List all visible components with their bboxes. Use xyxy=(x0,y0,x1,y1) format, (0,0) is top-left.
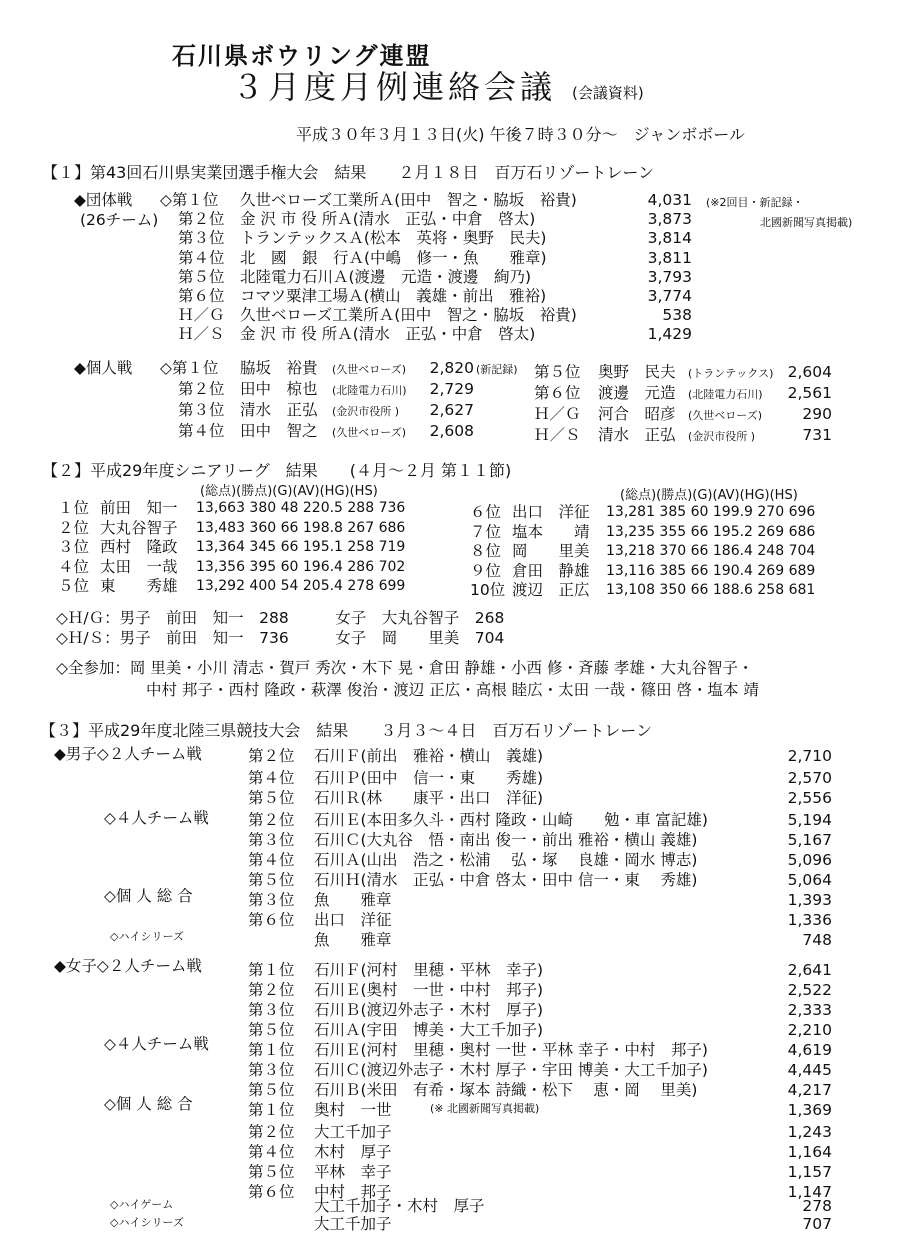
indiv-score: 731 xyxy=(802,426,832,444)
result-score: 707 xyxy=(802,1215,832,1233)
team-score: 3,793 xyxy=(647,267,692,286)
result-entry: 大工千加子・木村 厚子 xyxy=(314,1197,485,1215)
result-score: 1,164 xyxy=(787,1143,832,1161)
result-entry: 石川Ｃ(大丸谷 悟・南出 俊一・前出 雅裕・横山 義雄) xyxy=(314,831,698,849)
result-entry: 大工千加子 xyxy=(314,1215,392,1233)
indiv-org: (金沢市役所 ) xyxy=(688,430,756,443)
men-label: ◆男子◇２人チーム戦 xyxy=(54,745,202,763)
team-name: 久世ベローズ工業所Ａ(田中 智之・脇坂 裕貴) xyxy=(240,306,577,325)
team-score: 3,814 xyxy=(647,229,692,248)
indiv-name: 河合 昭彦 xyxy=(598,405,676,423)
league-stats: 13,235 355 66 195.2 269 686 xyxy=(606,523,816,540)
team-score: 3,873 xyxy=(647,210,692,229)
league-rank: １位 xyxy=(58,499,90,517)
league-rank: ９位 xyxy=(470,561,502,580)
org-name: 石川県ボウリング連盟 xyxy=(172,42,432,70)
result-entry: 石川Ｈ(清水 正弘・中倉 啓太・田中 信一・東 秀雄) xyxy=(314,871,698,889)
result-rank: 第３位 xyxy=(248,891,295,909)
indiv-org: (トランテックス) xyxy=(688,367,774,380)
indiv-score: 2,604 xyxy=(787,363,832,381)
hg-line: ◇Ｈ/Ｇ：男子 前田 知一 288 女子 大丸谷智子 268 xyxy=(56,609,505,627)
result-rank: 第１位 xyxy=(248,1101,295,1119)
doc-subtitle: (会議資料) xyxy=(572,84,644,102)
league-rank: 10位 xyxy=(470,581,506,599)
indiv-rank: 第４位 xyxy=(178,422,225,440)
women-4team-label: ◇４人チーム戦 xyxy=(104,1035,209,1053)
men-indiv-label: ◇個 人 総 合 xyxy=(104,887,193,905)
result-rank: 第５位 xyxy=(248,1021,295,1039)
indiv-rank: ◇第１位 xyxy=(160,359,219,377)
team-score: 1,429 xyxy=(647,325,692,344)
result-score: 5,064 xyxy=(787,871,832,889)
col-header-left: (総点)(勝点)(G)(AV)(HG)(HS) xyxy=(200,484,378,499)
indiv-score: 2,608 xyxy=(429,422,474,440)
team-name: 金 沢 市 役 所Ａ(清水 正弘・中倉 啓太) xyxy=(240,325,536,344)
indiv-rank: Ｈ／Ｓ xyxy=(534,426,581,444)
league-name: 塩本 靖 xyxy=(512,522,590,541)
result-score: 4,217 xyxy=(787,1081,832,1099)
meeting-date: 平成３０年３月１３日(火) 午後７時３０分～ ジャンボボール xyxy=(296,125,745,144)
league-name: 岡 里美 xyxy=(512,542,590,560)
indiv-name: 脇坂 裕貴 xyxy=(240,359,318,377)
result-score: 2,522 xyxy=(787,981,832,999)
team-note-2: 北國新聞写真掲載) xyxy=(760,216,853,229)
team-rank: 第５位 xyxy=(178,267,225,286)
team-name: トランテックスＡ(松本 英将・奥野 民夫) xyxy=(240,229,547,248)
league-name: 大丸谷智子 xyxy=(100,518,178,537)
women-hs-label: ◇ハイシリーズ xyxy=(110,1216,184,1229)
team-rank: Ｈ／Ｇ xyxy=(178,306,225,325)
result-entry: 石川Ｐ(田中 信一・東 秀雄) xyxy=(314,769,544,787)
women-indiv-label: ◇個 人 総 合 xyxy=(104,1095,193,1113)
indiv-score: 290 xyxy=(802,405,832,423)
result-entry: 石川Ｒ(林 康平・出口 洋征) xyxy=(314,789,544,807)
hs-line: ◇Ｈ/Ｓ：男子 前田 知一 736 女子 岡 里美 704 xyxy=(56,629,505,647)
league-rank: ７位 xyxy=(470,522,502,541)
result-score: 2,641 xyxy=(787,961,832,979)
team-score: 3,774 xyxy=(647,287,692,305)
indiv-score: 2,729 xyxy=(429,380,474,398)
result-entry: 石川Ｂ(米田 有希・塚本 詩織・松下 恵・岡 里美) xyxy=(314,1081,698,1099)
result-entry: 平林 幸子 xyxy=(314,1163,392,1181)
indiv-org: (久世ベローズ) xyxy=(332,363,407,376)
indiv-score: 2,627 xyxy=(429,401,474,419)
col-header-right: (総点)(勝点)(G)(AV)(HG)(HS) xyxy=(620,488,798,503)
indiv-rank: Ｈ／Ｇ xyxy=(534,405,581,423)
result-score: 1,393 xyxy=(787,891,832,909)
league-stats: 13,108 350 66 188.6 258 681 xyxy=(606,582,816,598)
indiv-rank: 第６位 xyxy=(534,384,581,402)
league-rank: ２位 xyxy=(58,518,90,537)
team-name: コマツ粟津工場Ａ(横山 義雄・前出 雅裕) xyxy=(240,287,547,305)
league-rank: ４位 xyxy=(58,557,90,576)
indiv-name: 渡邊 元造 xyxy=(598,384,676,402)
result-entry: 石川Ｆ(河村 里穂・平林 幸子) xyxy=(314,961,544,979)
section1-heading: 【１】第43回石川県実業団選手権大会 結果 ２月１８日 百万石リゾートレーン xyxy=(42,163,655,182)
result-rank: 第６位 xyxy=(248,1183,295,1201)
result-entry: 出口 洋征 xyxy=(314,911,392,929)
team-name: 金 沢 市 役 所Ａ(清水 正弘・中倉 啓太) xyxy=(240,210,536,229)
result-rank: 第３位 xyxy=(248,1001,295,1019)
indiv-org: (久世ベローズ) xyxy=(688,409,763,422)
full-attendance-2: 中村 邦子・西村 隆政・萩澤 俊治・渡辺 正広・高根 睦広・太田 一哉・篠田 啓・塩本 靖 xyxy=(146,681,759,699)
okumura-note: (※ 北國新聞写真掲載) xyxy=(430,1102,540,1115)
league-name: 東 秀雄 xyxy=(100,577,178,595)
league-rank: ８位 xyxy=(470,542,502,560)
result-entry: 魚 雅章 xyxy=(314,931,392,949)
result-score: 1,157 xyxy=(787,1163,832,1181)
result-score: 2,556 xyxy=(787,789,832,807)
indiv-org: (北陸電力石川) xyxy=(332,384,407,397)
result-rank: 第５位 xyxy=(248,789,295,807)
league-name: 西村 隆政 xyxy=(100,538,178,556)
women-label: ◆女子◇２人チーム戦 xyxy=(54,957,202,975)
indiv-name: 清水 正弘 xyxy=(240,401,318,419)
league-rank: ５位 xyxy=(58,577,90,595)
result-rank: 第２位 xyxy=(248,1123,295,1141)
result-score: 2,210 xyxy=(787,1021,832,1039)
indiv-rank: 第５位 xyxy=(534,363,581,381)
result-score: 2,333 xyxy=(787,1001,832,1019)
result-entry: 魚 雅章 xyxy=(314,891,392,909)
team-rank: ◇第１位 xyxy=(160,191,219,209)
result-rank: 第２位 xyxy=(248,747,295,765)
result-score: 1,369 xyxy=(787,1101,832,1119)
team-score: 3,811 xyxy=(647,248,692,267)
indiv-rank: 第３位 xyxy=(178,401,225,419)
indiv-name: 田中 智之 xyxy=(240,422,318,440)
result-entry: 奥村 一世 xyxy=(314,1101,392,1119)
indiv-org: (久世ベローズ) xyxy=(332,426,407,439)
section3-heading: 【３】平成29年度北陸三県競技大会 結果 ３月３～４日 百万石リゾートレーン xyxy=(40,721,653,740)
indiv-name: 奥野 民夫 xyxy=(598,363,676,381)
result-score: 4,445 xyxy=(787,1061,832,1079)
result-score: 5,167 xyxy=(787,831,832,849)
team-score: 538 xyxy=(662,306,692,325)
result-entry: 中村 邦子 xyxy=(314,1183,392,1201)
result-entry: 石川Ａ(宇田 博美・大工千加子) xyxy=(314,1021,544,1039)
indiv-score: 2,820 xyxy=(429,359,474,377)
team-count: (26チーム) xyxy=(80,211,159,229)
section2-heading: 【２】平成29年度シニアリーグ 結果 (４月～２月 第１１節) xyxy=(42,461,512,480)
result-score: 2,710 xyxy=(787,747,832,765)
result-entry: 石川Ａ(山出 浩之・松浦 弘・塚 良雄・岡水 博志) xyxy=(314,851,698,869)
result-rank: 第５位 xyxy=(248,1163,295,1181)
team-rank: 第３位 xyxy=(178,229,225,248)
league-stats: 13,356 395 60 196.4 286 702 xyxy=(196,558,406,575)
result-score: 5,194 xyxy=(787,811,832,829)
result-rank: 第１位 xyxy=(248,961,295,979)
indiv-rank: 第２位 xyxy=(178,380,225,398)
team-label: ◆団体戦 xyxy=(74,191,133,209)
indiv-org: (金沢市役所 ) xyxy=(332,405,400,418)
result-score: 5,096 xyxy=(787,851,832,869)
indiv-score: 2,561 xyxy=(787,384,832,402)
result-score: 1,147 xyxy=(787,1183,832,1201)
team-name: 久世ベローズ工業所Ａ(田中 智之・脇坂 裕貴) xyxy=(240,191,577,209)
team-rank: 第４位 xyxy=(178,248,225,267)
indiv-note: (新記録) xyxy=(476,363,518,376)
men-hs-label: ◇ハイシリーズ xyxy=(110,930,184,943)
women-hg-label: ◇ハイゲーム xyxy=(110,1198,174,1211)
result-rank: 第３位 xyxy=(248,831,295,849)
result-rank: 第５位 xyxy=(248,871,295,889)
result-rank: 第５位 xyxy=(248,1081,295,1099)
result-rank: 第３位 xyxy=(248,1061,295,1079)
team-rank: 第２位 xyxy=(178,210,225,229)
result-entry: 石川Ｆ(前出 雅裕・横山 義雄) xyxy=(314,747,544,765)
result-rank: 第１位 xyxy=(248,1041,295,1059)
result-score: 1,336 xyxy=(787,911,832,929)
result-score: 748 xyxy=(802,931,832,949)
league-stats: 13,218 370 66 186.4 248 704 xyxy=(606,543,816,559)
team-name: 北陸電力石川Ａ(渡邊 元造・渡邊 絢乃) xyxy=(240,267,532,286)
league-rank: ３位 xyxy=(58,538,90,556)
team-name: 北 國 銀 行Ａ(中嶋 修一・魚 雅章) xyxy=(240,248,547,267)
doc-title: ３月度月例連絡会議 xyxy=(232,68,557,106)
league-stats: 13,116 385 66 190.4 269 689 xyxy=(606,562,816,579)
league-stats: 13,663 380 48 220.5 288 736 xyxy=(196,500,406,516)
result-rank: 第２位 xyxy=(248,811,295,829)
league-stats: 13,281 385 60 199.9 270 696 xyxy=(606,504,816,520)
league-stats: 13,292 400 54 205.4 278 699 xyxy=(196,578,406,594)
result-rank: 第４位 xyxy=(248,851,295,869)
league-stats: 13,483 360 66 198.8 267 686 xyxy=(196,519,406,536)
team-rank: 第６位 xyxy=(178,287,225,305)
result-rank: 第４位 xyxy=(248,1143,295,1161)
team-note-1: (※2回目・新記録・ xyxy=(706,196,804,209)
result-rank: 第６位 xyxy=(248,911,295,929)
result-entry: 石川Ｅ(河村 里穂・奥村 一世・平林 幸子・中村 邦子) xyxy=(314,1041,708,1059)
indiv-name: 清水 正弘 xyxy=(598,426,676,444)
league-stats: 13,364 345 66 195.1 258 719 xyxy=(196,539,406,555)
league-rank: ６位 xyxy=(470,503,502,521)
result-entry: 木村 厚子 xyxy=(314,1143,392,1161)
result-rank: 第２位 xyxy=(248,981,295,999)
league-name: 前田 知一 xyxy=(100,499,178,517)
league-name: 渡辺 正広 xyxy=(512,581,590,599)
result-entry: 大工千加子 xyxy=(314,1123,392,1141)
indiv-org: (北陸電力石川) xyxy=(688,388,763,401)
indiv-name: 田中 椋也 xyxy=(240,380,318,398)
result-score: 2,570 xyxy=(787,769,832,787)
result-entry: 石川Ｂ(渡辺外志子・木村 厚子) xyxy=(314,1001,544,1019)
full-attendance-1: ◇全参加：岡 里美・小川 清志・賀戸 秀次・木下 晃・倉田 静雄・小西 修・斉藤 孝雄・大丸谷智子・ xyxy=(56,659,754,677)
team-rank: Ｈ／Ｓ xyxy=(178,325,225,344)
result-entry: 石川Ｅ(本田多久斗・西村 隆政・山崎 勉・車 富記雄) xyxy=(314,811,708,829)
league-name: 出口 洋征 xyxy=(512,503,590,521)
result-entry: 石川Ｃ(渡辺外志子・木村 厚子・宇田 博美・大工千加子) xyxy=(314,1061,708,1079)
league-name: 倉田 静雄 xyxy=(512,561,590,580)
men-4team-label: ◇４人チーム戦 xyxy=(104,809,209,827)
result-score: 4,619 xyxy=(787,1041,832,1059)
result-score: 1,243 xyxy=(787,1123,832,1141)
result-rank: 第４位 xyxy=(248,769,295,787)
result-score: 278 xyxy=(802,1197,832,1215)
indiv-label: ◆個人戦 xyxy=(74,359,133,377)
team-score: 4,031 xyxy=(647,191,692,209)
result-entry: 石川Ｅ(奥村 一世・中村 邦子) xyxy=(314,981,544,999)
league-name: 太田 一哉 xyxy=(100,557,178,576)
